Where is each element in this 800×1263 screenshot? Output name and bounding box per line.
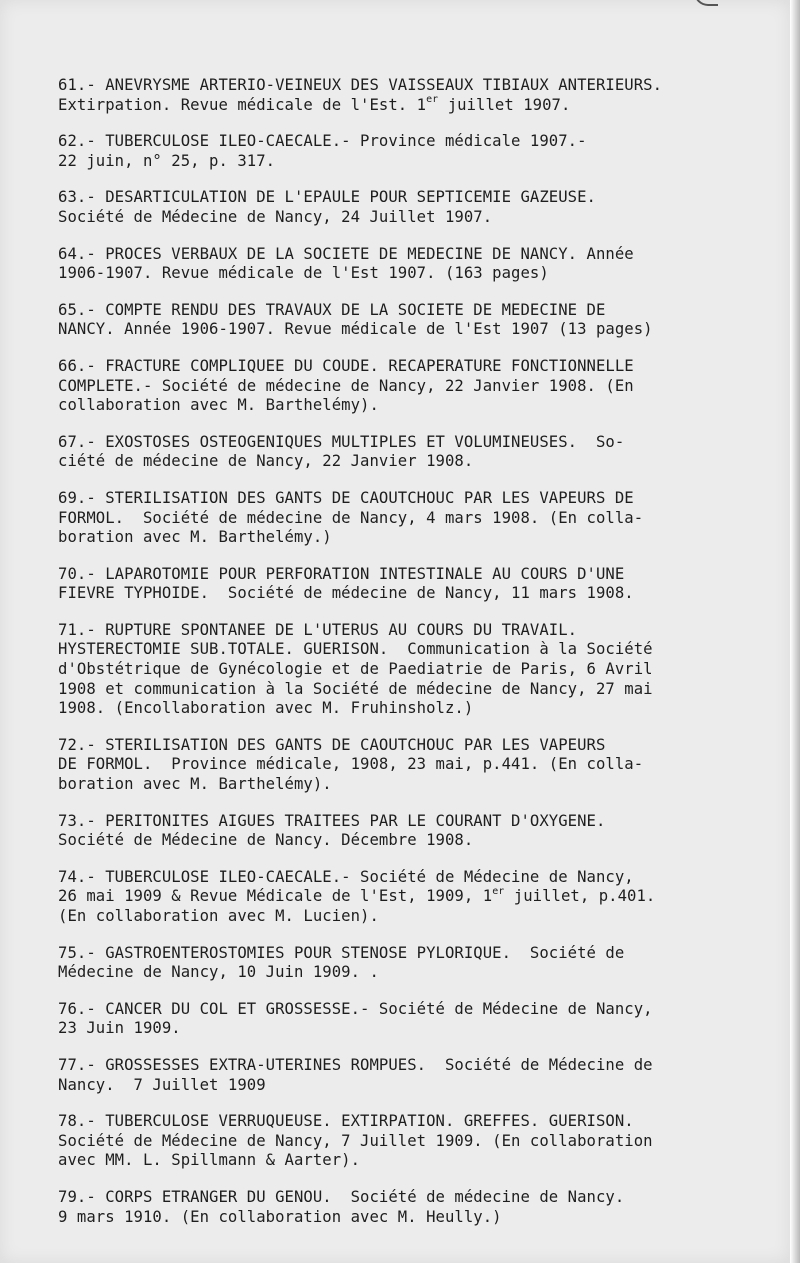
- bibliography-entry-71: [58, 621, 782, 719]
- bibliography-entry-69: [58, 489, 782, 548]
- entry-line: Nancy. 7 Juillet 1909: [58, 1075, 266, 1094]
- entry-line: 64.- PROCES VERBAUX DE LA SOCIETE DE MEDECINE DE NANCY. Année: [58, 244, 634, 263]
- entry-line: Médecine de Nancy, 10 Juin 1909. .: [58, 963, 379, 982]
- entry-line: Société de Médecine de Nancy, 24 Juillet 1907.: [58, 207, 493, 226]
- entry-line: COMPLETE.- Société de médecine de Nancy, 22 Janvier 1908. (En: [58, 376, 634, 395]
- bibliography-entry-77: [58, 1056, 782, 1095]
- entry-line: boration avec M. Barthelémy).: [58, 775, 332, 794]
- entry-line: 23 Juin 1909.: [58, 1019, 181, 1038]
- entry-line: NANCY. Année 1906-1907. Revue médicale de l'Est 1907 (13 pages): [58, 320, 653, 339]
- entry-line: 79.- CORPS ETRANGER DU GENOU. Société de médecine de Nancy.: [58, 1187, 625, 1206]
- entry-line: 61.- ANEVRYSME ARTERIO-VEINEUX DES VAISSEAUX TIBIAUX ANTERIEURS.: [58, 76, 663, 94]
- entry-line: Société de Médecine de Nancy. Décembre 1908.: [58, 831, 474, 850]
- entry-line: 26 mai 1909 & Revue Médicale de l'Est, 1909, 1er juillet, p.401.: [58, 886, 656, 906]
- entry-line: 1906-1907. Revue médicale de l'Est 1907. (163 pages): [58, 264, 549, 283]
- entry-line: 9 mars 1910. (En collaboration avec M. Heully.): [58, 1207, 502, 1226]
- entry-line: boration avec M. Barthelémy.): [58, 528, 332, 547]
- entry-line: Société de Médecine de Nancy, 7 Juillet 1909. (En collaboration: [58, 1131, 653, 1150]
- bibliography-entry-66: [58, 357, 782, 416]
- bibliography-entry-72: [58, 736, 782, 795]
- entry-line: 69.- STERILISATION DES GANTS DE CAOUTCHOUC PAR LES VAPEURS DE: [58, 488, 634, 507]
- entry-line: d'Obstétrique de Gynécologie et de Paediatrie de Paris, 6 Avril: [58, 660, 653, 679]
- entry-line: 71.- RUPTURE SPONTANEE DE L'UTERUS AU COURS DU TRAVAIL.: [58, 620, 578, 639]
- entry-line: 73.- PERITONITES AIGUES TRAITEES PAR LE COURANT D'OXYGENE.: [58, 811, 606, 830]
- entry-line: 74.- TUBERCULOSE ILEO-CAECALE.- Société de Médecine de Nancy,: [58, 867, 634, 886]
- entry-line: 72.- STERILISATION DES GANTS DE CAOUTCHOUC PAR LES VAPEURS: [58, 735, 606, 754]
- entry-line: 62.- TUBERCULOSE ILEO-CAECALE.- Province médicale 1907.-: [58, 132, 587, 151]
- entry-line: Extirpation. Revue médicale de l'Est. 1er juillet 1907.: [58, 94, 571, 114]
- entry-line: (En collaboration avec M. Lucien).: [58, 907, 379, 925]
- entry-line: HYSTERECTOMIE SUB.TOTALE. GUERISON. Communication à la Société: [58, 640, 653, 659]
- entry-line: 66.- FRACTURE COMPLIQUEE DU COUDE. RECAPERATURE FONCTIONNELLE: [58, 356, 634, 375]
- bibliography-entry-63: [58, 188, 782, 227]
- bibliography-entry-75: [58, 944, 782, 983]
- bibliography-entry-65: [58, 301, 782, 340]
- entry-line: avec MM. L. Spillmann & Aarter).: [58, 1151, 361, 1170]
- bibliography-entry-76: [58, 1000, 782, 1039]
- entry-line: FORMOL. Société de médecine de Nancy, 4 mars 1908. (En colla-: [58, 508, 644, 527]
- bibliography-entry-73: [58, 812, 782, 851]
- entry-line: DE FORMOL. Province médicale, 1908, 23 mai, p.441. (En colla-: [58, 755, 644, 774]
- entry-line: 1908 et communication à la Société de médecine de Nancy, 27 mai: [58, 679, 653, 698]
- entry-line: FIEVRE TYPHOIDE. Société de médecine de Nancy, 11 mars 1908.: [58, 584, 634, 603]
- bibliography-entry-78: [58, 1112, 782, 1171]
- entry-line: 78.- TUBERCULOSE VERRUQUEUSE. EXTIRPATION. GREFFES. GUERISON.: [58, 1112, 634, 1131]
- bibliography-entry-61: [58, 76, 782, 115]
- entry-line: 70.- LAPAROTOMIE POUR PERFORATION INTESTINALE AU COURS D'UNE: [58, 564, 625, 583]
- entry-line: 65.- COMPTE RENDU DES TRAVAUX DE LA SOCIETE DE MEDECINE DE: [58, 300, 606, 319]
- entry-line: 75.- GASTROENTEROSTOMIES POUR STENOSE PYLORIQUE. Société de: [58, 943, 625, 962]
- entry-line: 77.- GROSSESSES EXTRA-UTERINES ROMPUES. Société de Médecine de: [58, 1055, 653, 1074]
- bibliography-entry-70: [58, 565, 782, 604]
- entry-line: ciété de médecine de Nancy, 22 Janvier 1908.: [58, 452, 474, 471]
- entry-line: 22 juin, n° 25, p. 317.: [58, 151, 276, 170]
- bibliography-entry-74: [58, 868, 782, 927]
- bibliography-list: [58, 76, 782, 1244]
- entry-line: collaboration avec M. Barthelémy).: [58, 396, 379, 415]
- entry-line: 63.- DESARTICULATION DE L'EPAULE POUR SEPTICEMIE GAZEUSE.: [58, 188, 596, 207]
- bibliography-entry-64: [58, 245, 782, 284]
- page-fold-mark: [694, 0, 718, 6]
- bibliography-entry-62: [58, 132, 782, 171]
- entry-line: 1908. (Encollaboration avec M. Fruhinsholz.): [58, 699, 474, 718]
- entry-line: 76.- CANCER DU COL ET GROSSESSE.- Société de Médecine de Nancy,: [58, 999, 653, 1018]
- bibliography-entry-79: [58, 1188, 782, 1227]
- entry-line: 67.- EXOSTOSES OSTEOGENIQUES MULTIPLES ET VOLUMINEUSES. So-: [58, 432, 625, 451]
- bibliography-entry-67: [58, 433, 782, 472]
- page-edge: [790, 0, 800, 1263]
